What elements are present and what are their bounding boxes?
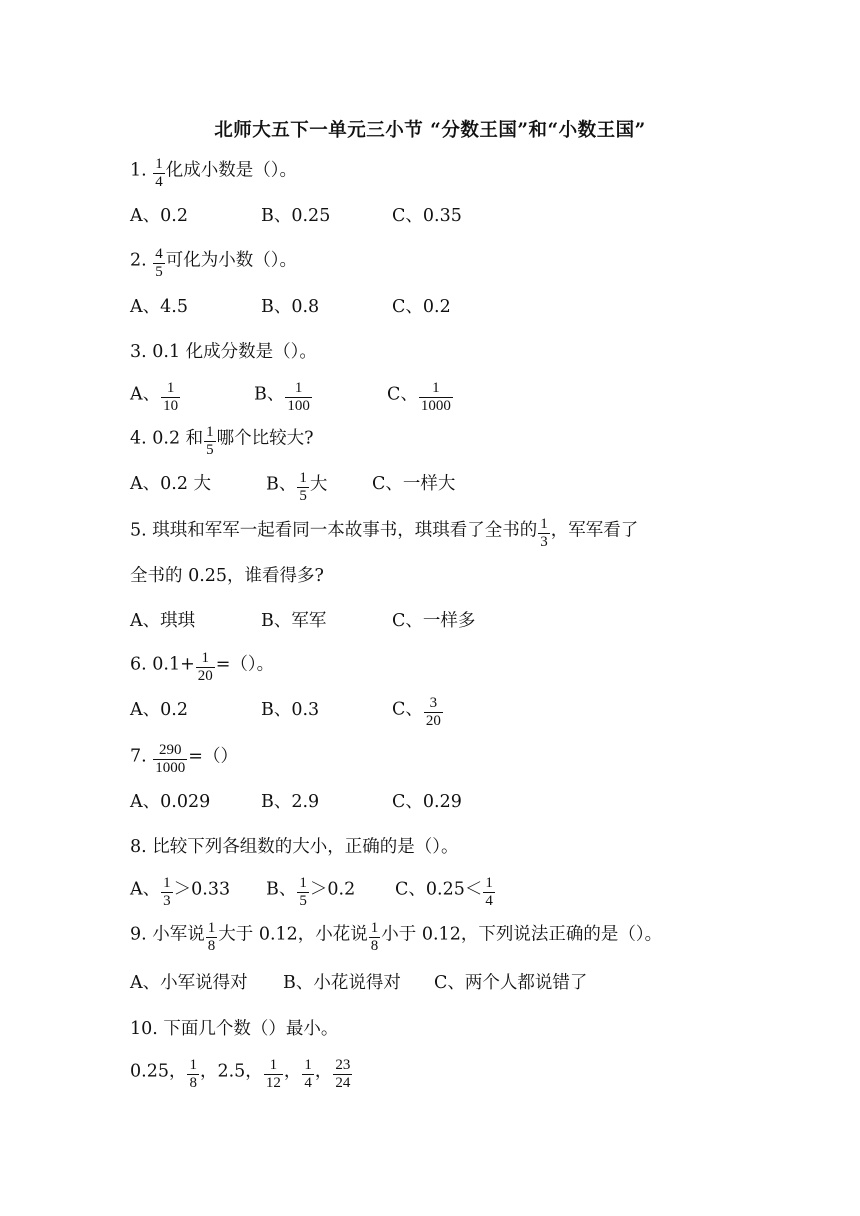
denominator: 4 [155,173,163,190]
fraction [297,875,309,909]
question-6 [130,648,274,682]
question-text: 小于 0.12，下列说法正确的是（）。 [381,924,663,945]
question-5 [130,514,638,548]
option-b [266,468,327,502]
text-segment: 大 [309,474,328,495]
option-a: A、小军说得对 [130,973,248,993]
option-a [130,873,230,907]
numerator: 23 [335,1057,351,1073]
fraction [424,695,443,729]
denominator: 1000 [155,759,186,776]
option-a: A、琪琪 [130,611,196,631]
fraction [187,1057,199,1091]
numerator: 1 [304,1057,312,1073]
denominator: 100 [287,397,310,414]
option-c: C、0.35 [392,206,462,226]
denominator: 8 [370,937,379,954]
denominator: 10 [163,397,179,414]
fraction [161,380,180,414]
numerator: 1 [540,516,548,532]
denominator: 8 [189,1074,197,1091]
option-a: A、0.029 [130,792,211,812]
text-segment: C、 [392,699,423,720]
numerator: 1 [485,875,493,891]
question-text: 化成小数是（）。 [165,160,298,181]
option-b: B、军军 [261,611,327,631]
numerator: 1 [155,156,163,172]
text-segment: A、 [130,384,161,405]
question-number: 1. [130,160,147,181]
question-3: 3. 0.1 化成分数是（）。 [130,342,317,362]
denominator: 3 [540,533,548,550]
text-segment: B、 [266,474,297,495]
option-c: C、一样多 [392,611,476,631]
denominator: 5 [155,263,163,280]
option-b: B、0.8 [261,297,320,317]
question-text: =（） [188,746,238,767]
denominator: 24 [335,1074,351,1091]
option-c: C、两个人都说错了 [434,973,588,993]
question-text: 哪个比较大? [216,428,314,449]
option-a: A、0.2 [130,700,188,720]
option-c: C、0.29 [392,792,462,812]
option-a: A、0.2 大 [130,474,212,494]
option-a: A、0.2 [130,206,188,226]
option-b [266,873,355,907]
fraction [153,246,165,280]
option-b [254,378,313,412]
option-b: B、0.3 [261,700,320,720]
numerator: 4 [155,246,163,262]
numerator: 1 [207,920,216,936]
question-text: 大于 0.12，小花说 [218,924,368,945]
denominator: 5 [299,892,307,909]
denominator: 3 [163,892,171,909]
question-8: 8. 比较下列各组数的大小，正确的是（）。 [130,837,459,857]
denominator: 20 [425,712,441,729]
option-a [130,378,181,412]
denominator: 12 [265,1074,281,1091]
numerator: 1 [299,470,307,486]
denominator: 1000 [420,397,451,414]
question-text: 4. 0.2 和 [130,428,204,449]
question-text: 5. 琪琪和军军一起看同一本故事书，琪琪看了全书的 [130,520,538,541]
option-b: B、小花说得对 [283,973,401,993]
fraction [369,920,381,954]
question-1 [130,154,297,188]
fraction [153,156,165,190]
question-4 [130,422,314,456]
question-text: 6. 0.1+ [130,654,195,675]
fraction [302,1057,314,1091]
denominator: 4 [304,1074,312,1091]
text-segment: C、 [387,384,418,405]
question-text: =（）。 [215,654,275,675]
text-segment: 0.25， [130,1061,187,1082]
numerator: 1 [299,875,307,891]
question-9 [130,918,662,952]
question-7 [130,740,238,774]
numerator: 1 [432,380,440,396]
numerator: 290 [159,742,182,758]
question-text: 可化为小数（）。 [165,250,298,271]
question-number: 7. [130,746,147,767]
text-segment: B、 [254,384,285,405]
question-10: 10. 下面几个数（）最小。 [130,1019,339,1039]
text-segment: C、0.25＜ [395,879,483,900]
text-segment: ，2.5， [199,1061,263,1082]
denominator: 8 [207,937,216,954]
numerator: 1 [206,424,214,440]
option-b: B、0.25 [261,206,331,226]
option-a: A、4.5 [130,297,188,317]
fraction [333,1057,352,1091]
denominator: 20 [197,667,213,684]
question-text: 9. 小军说 [130,924,205,945]
fraction [153,742,187,776]
numerator: 1 [294,380,303,396]
numerator: 1 [269,1057,278,1073]
numerator: 1 [163,875,171,891]
page-title: 北师大五下一单元三小节 “分数王国”和“小数王国” [214,120,646,141]
fraction [297,470,309,504]
option-c [392,693,444,727]
text-segment: ， [283,1061,302,1082]
number-list [130,1055,353,1089]
numerator: 1 [189,1057,197,1073]
text-segment: ＞0.2 [309,879,356,900]
fraction [538,516,550,550]
question-text: ，军军看了 [550,520,639,541]
question-5-line-2: 全书的 0.25，谁看得多? [130,566,324,586]
denominator: 5 [206,441,214,458]
fraction [196,650,215,684]
option-c [387,378,454,412]
fraction [419,380,453,414]
numerator: 1 [201,650,210,666]
fraction [285,380,312,414]
fraction [206,920,218,954]
numerator: 1 [166,380,175,396]
fraction [264,1057,283,1091]
fraction [204,424,216,458]
text-segment: ＞0.33 [173,879,231,900]
fraction [483,875,495,909]
numerator: 1 [370,920,379,936]
fraction [161,875,173,909]
text-segment: ， [314,1061,333,1082]
option-c: C、一样大 [372,474,456,494]
option-c [395,873,496,907]
denominator: 4 [485,892,493,909]
text-segment: A、 [130,879,161,900]
numerator: 3 [429,695,438,711]
text-segment: B、 [266,879,297,900]
denominator: 5 [299,487,307,504]
option-b: B、2.9 [261,792,320,812]
option-c: C、0.2 [392,297,451,317]
question-2 [130,244,297,278]
question-number: 2. [130,250,147,271]
